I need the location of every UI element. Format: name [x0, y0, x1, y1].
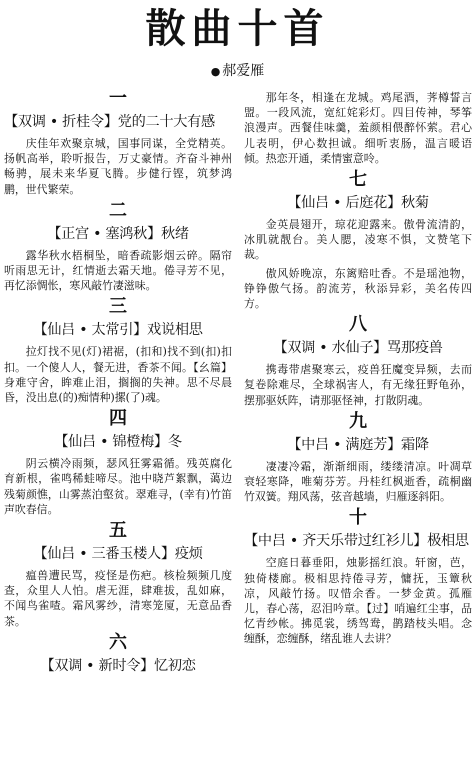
- right-column: [244, 88, 472, 780]
- poem-6-text-block: [244, 90, 472, 166]
- poem-number: 五: [109, 520, 127, 542]
- poem-number: 九: [349, 410, 367, 432]
- poem-heading: 【双调 • 水仙子】骂那疫兽: [273, 340, 443, 357]
- poem-text: 瘟兽遭民骂，疫怪是伤疤。核检频频几度查，众里人人怕。虐无涯，肆难拔，乱如麻，不闻鸟雀喳。霜风雾纱，清寒笼厦，无意品香茶。: [4, 569, 232, 628]
- poem-number: 七: [349, 169, 367, 191]
- poem-number: 六: [109, 631, 127, 653]
- poem-text: 露华秋水梧桐坠，暗香疏影烟云碎。隔帘听雨思无计，红情逝去霜天地。倦寻芳不见，再忆添惆怅，寒风敲竹凄滋味。: [4, 248, 232, 293]
- poem-text: 阴云横冷雨频，瑟风狂雾霜循。残英腐化育新根，雀鸣稀蛙啼尽。池中晓芦絮飘，蔼边残菊颜憔，山雾蒸泊壑贫。翠难寻，(幸有)竹笛声吹春信。: [4, 457, 232, 516]
- poem-heading: 【中吕 • 齐天乐带过红衫儿】极相思: [244, 533, 469, 550]
- poem-6-heading-block: [4, 632, 232, 678]
- poem-7: [244, 169, 472, 311]
- poem-number: 十: [349, 507, 367, 529]
- poem-text: 拉灯找不见(灯)裙裾，(扣和)找不到(扣)扣扣。一个傻人人，餐无进，香茶不闻。【幺篇】身难守舍，眸难止泪，搁搁的失神。思不尽晨昏，没出息(的)痴情种)摞(了)魂。: [4, 345, 232, 405]
- poem-3: [4, 296, 232, 405]
- poem-number: 八: [349, 314, 367, 336]
- poem-text: 凄凄冷霜，渐渐细雨，缕缕清凉。叶凋草衰轻寒降，唯菊芬芳。丹桂红枫逝香，疏桐幽竹双簧。翔风荡，弦音越墙，归雁逐斜阳。: [244, 459, 472, 504]
- poem-number: 二: [109, 199, 127, 221]
- poem-number: 三: [109, 296, 127, 318]
- poem-number: 一: [109, 88, 127, 109]
- poem-text: 金英晨翅开，琼花迎露来。傲骨流清韵，冰肌就靓台。美人腮，凌寒不惧，文赞笔下裁。: [244, 218, 472, 262]
- poem-heading: 【仙吕 • 锦橙梅】冬: [54, 434, 182, 451]
- bullet-icon: ●: [210, 65, 221, 78]
- poem-number: 四: [109, 408, 127, 430]
- poem-heading: 【仙吕 • 太常引】戏说相思: [33, 322, 203, 339]
- poem-heading: 【正宫 • 塞鸿秋】秋绪: [47, 225, 189, 242]
- poem-heading: 【仙吕 • 后庭花】秋菊: [287, 195, 429, 212]
- poem-heading: 【双调 • 折桂令】党的二十大有感: [4, 114, 215, 130]
- poem-heading: 【仙吕 • 三番玉楼人】疫烦: [33, 546, 203, 563]
- poem-8: [244, 314, 472, 408]
- poem-text: 携毒带虐聚寒云，疫兽狂魔变异频，去而复卷除难尽，全球祸害人，有无缘狂野龟孙，摆那驱妖阵，请那驱怪神，打散阴魂。: [244, 363, 472, 407]
- poem-heading: 【中吕 • 满庭芳】霜降: [287, 436, 429, 453]
- poem-text: 庆佳年欢聚京城，国事同谋，全党精英。扬帆高举，聆听报告，万丈豪情。齐奋斗神州畅骋，展未来华夏飞腾。步健行铿，筑梦鸿鹏，世代繁荣。: [4, 137, 232, 196]
- poem-2: [4, 200, 232, 294]
- poem-text-part-2: 傲风娇晚凉，东篱赔吐香。不是瑶池物，铮铮傲气扬。韵流芳，秋添异彩，美名传四方。: [244, 266, 472, 311]
- poem-text: 空庭日暮垂阳，烛影摇红浪。轩窗，芭，独倚楼廊。极相思持倦寻芳，慵抚，玉簟秋凉，风敲竹扬。叹惜余香。一梦金黄。孤雁儿，春心荡，忍泪吟章。【过】哨遍红尘事，品忆青纱帐。拂觅裳，绣驾鸯，鹊踏枝头唱。念缠酥，恋缠酥，绪乱谁人去讲？: [244, 556, 472, 646]
- poem-9: [244, 411, 472, 505]
- page-title: 散曲十首: [145, 6, 330, 52]
- poem-10: [244, 507, 472, 646]
- author-name: 郝爱雁: [222, 63, 265, 79]
- left-column: [4, 88, 232, 780]
- poem-4: [4, 408, 232, 517]
- author-byline: [0, 62, 475, 81]
- poem-1: [4, 88, 232, 197]
- poem-5: [4, 520, 232, 629]
- poem-text: 那年冬，相逢在龙城。鸡尾酒，荠樽誓言盟。一段风流，宽紅姹彩灯。四目传神，琴筝浪漫声。西餐佳味羹，羞颜相偎醉怀萦。君心儿表明，伊心数担诚。细听衷肠，温言暖语倾。热恋开通，柔情蜜意呤。: [244, 91, 472, 165]
- poem-heading: 【双调 • 新时令】忆初恋: [40, 657, 196, 674]
